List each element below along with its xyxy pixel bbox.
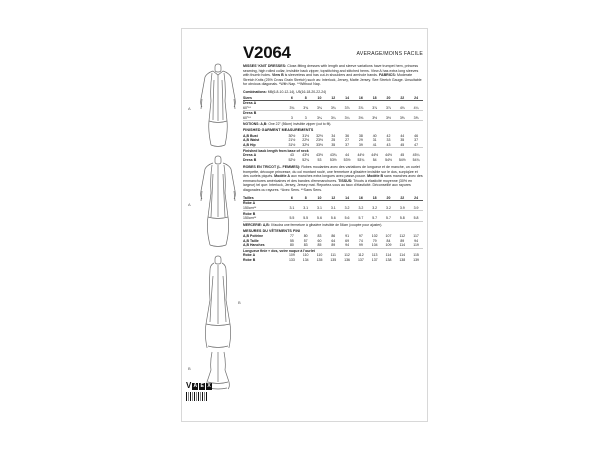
cell: 22½ [302, 138, 310, 143]
cell: 4⅛ [395, 105, 409, 110]
cell: 32½ [299, 143, 313, 148]
cell: 69 [345, 238, 350, 243]
row-label: Dress A [243, 153, 257, 158]
finished-garment-heading: FINISHED GARMENT MEASUREMENTS [243, 128, 314, 133]
notions-line [243, 122, 423, 126]
cell: 3 [299, 116, 313, 121]
cell: 112 [399, 234, 406, 239]
cell: 5.7 [368, 216, 382, 221]
cell: 137 [357, 258, 364, 263]
size-col: 12 [326, 196, 340, 201]
sizes-yardage-table [243, 95, 423, 121]
cell: 112 [358, 253, 364, 258]
table-row [243, 216, 423, 221]
row-sublabel: 150cm** [243, 216, 285, 221]
cell: 77 [289, 234, 294, 239]
cell: 5.5 [299, 216, 313, 221]
size-col: 14 [340, 196, 354, 201]
cell: 3.2 [340, 206, 354, 211]
size-col: 18 [368, 95, 382, 100]
cell: 3.1 [299, 206, 313, 211]
modele-b-text: sans manches avec des emmanchures américaines et des bandes d'emmanchures. [243, 174, 423, 183]
figure-label: A [188, 202, 191, 207]
cell: 31½ [302, 133, 310, 138]
cell: 52¾ [302, 157, 310, 162]
cell: 109 [382, 243, 396, 248]
cell: 43½ [316, 153, 323, 158]
row-label: Robe B [243, 211, 256, 216]
figure-label: B [238, 300, 241, 305]
cell: 54½ [385, 157, 392, 162]
cell: 84 [386, 238, 391, 243]
mercerie-text: Il faudra une fermeture à glissière invisible de 56cm (coupée pour ajuster). [270, 222, 383, 227]
cell: 47 [409, 143, 423, 148]
cell: 35 [326, 143, 340, 148]
combinations-line [243, 90, 423, 94]
size-col: 20 [382, 196, 396, 201]
cell: 53¾ [357, 157, 365, 162]
cell: 31 [372, 138, 377, 143]
row-label: Robe A [243, 201, 256, 206]
cell: 3.1 [326, 206, 340, 211]
cell: 119 [409, 243, 423, 248]
figure-view-a-front [188, 60, 244, 148]
cell: 89 [400, 238, 405, 243]
cell: 23½ [316, 138, 323, 143]
cell: 3¾ [326, 105, 340, 110]
cell: 45 [400, 153, 405, 158]
cell: 139 [413, 258, 419, 263]
row-label: Dress B [243, 157, 257, 162]
cell: 99 [354, 243, 368, 248]
cell: 39 [354, 143, 368, 148]
cell: 5.6 [340, 216, 354, 221]
nap-note: *With Nap. **Without Nap. [278, 82, 321, 87]
cell: 29 [358, 138, 363, 143]
cell: 114 [399, 253, 406, 258]
barcode [186, 392, 208, 401]
cell: 91 [345, 234, 350, 239]
cell: 54¾ [412, 157, 420, 162]
cell: 34 [331, 133, 336, 138]
table-row [243, 258, 423, 263]
cell: 3½ [382, 116, 396, 121]
description-paragraph [243, 64, 423, 87]
cell: 45¼ [412, 153, 420, 158]
cell: 4¼ [409, 105, 423, 110]
size-col: 8 [299, 196, 313, 201]
cell: 3⅝ [395, 116, 409, 121]
illustration-column [186, 60, 242, 390]
cell: 35 [400, 138, 405, 143]
cell: 5.7 [354, 216, 368, 221]
cell: 53½ [343, 157, 351, 162]
robes-text: Robes moulantes avec des variations de longueur et de manche, un ourlet trompette, découpe princesse, du col montant roulé, une fermeture à glissière invisible sur le dos, surpiqûre et des ourlets piqués. [243, 165, 420, 179]
cell: 41 [368, 143, 382, 148]
cell: 3.1 [285, 206, 299, 211]
tissus-label: TISSUS: [338, 178, 353, 183]
pattern-text-column [243, 44, 423, 262]
cell: 115 [413, 253, 419, 258]
cell: 44 [345, 153, 350, 158]
cell: 32½ [316, 133, 323, 138]
description-heading: MISSES' KNIT DRESSES: [243, 64, 287, 68]
cell: 43 [382, 143, 396, 148]
cell: 43 [289, 153, 294, 158]
modele-a-label: Modèle A [274, 174, 291, 179]
size-col: 10 [313, 95, 327, 100]
brand-letter-e: E [200, 382, 204, 389]
cell: 117 [413, 234, 419, 239]
size-col: 10 [313, 196, 327, 201]
cell: 79 [372, 238, 377, 243]
cell: 83 [299, 243, 313, 248]
brand-wordmark: V [186, 381, 192, 390]
row-label: A,B Hip [243, 143, 285, 148]
cell: 137 [371, 258, 378, 263]
figure-view-a-back [188, 152, 244, 248]
cell: 114 [395, 243, 409, 248]
cell: 74 [358, 238, 363, 243]
modele-b-label: Modèle B [367, 174, 384, 179]
size-col: 16 [354, 95, 368, 100]
french-description-paragraph [243, 165, 423, 193]
cell: 3¾ [285, 105, 299, 110]
brand-mark [186, 382, 212, 401]
cell: 135 [316, 258, 323, 263]
cell: 46 [414, 133, 419, 138]
cell: 97 [358, 234, 363, 239]
size-col: 22 [395, 95, 409, 100]
size-col: 12 [326, 95, 340, 100]
cell: 64 [331, 238, 336, 243]
view-b-label: View B [271, 73, 284, 78]
row-label: Dress B [243, 111, 257, 116]
cell: 3⅞ [354, 105, 368, 110]
cell: 42 [386, 133, 391, 138]
cell: 25 [331, 138, 336, 143]
cell: 89 [326, 243, 340, 248]
cell: 135 [330, 258, 337, 263]
cell: 43¾ [329, 153, 337, 158]
figure-label: B [188, 366, 191, 371]
cell: 3⅞ [340, 105, 354, 110]
robes-heading: ROBES EN TRICOT (L. FEMMES): [243, 165, 301, 169]
cell: 94 [340, 243, 354, 248]
cell: 55 [289, 238, 294, 243]
cell: 44½ [357, 153, 365, 158]
cell: 60 [317, 238, 322, 243]
cell: 45 [395, 143, 409, 148]
cell: 5.7 [382, 216, 396, 221]
cell: 107 [385, 234, 392, 239]
cell: 5.6 [326, 216, 340, 221]
cell: 3½ [368, 116, 382, 121]
cell: 80 [285, 243, 299, 248]
cell: 112 [344, 253, 350, 258]
cell: 53 [317, 157, 322, 162]
row-label: A,B Bust [243, 133, 258, 138]
cell: 111 [330, 253, 336, 258]
figure-view-b-front [192, 252, 244, 348]
cell: 134 [302, 258, 309, 263]
description-body: Close-fitting dresses with length and sleeve variations have trumpet hem, princess seaming, high rolled collar, invisible back zipper, topstitching and stitched hems. View A has extra long sleeves with thumb holes. [243, 64, 419, 78]
mercerie-line [243, 223, 423, 227]
cell: 30½ [288, 133, 296, 138]
row-sublabel: 60"** [243, 116, 285, 121]
row-label: Robe B [243, 258, 256, 263]
row-sublabel: 60"** [243, 105, 285, 110]
combinations-text: M5(6-8-10-12-14), U5(16-18-20-22-24) [267, 89, 327, 94]
size-col: 6 [285, 196, 299, 201]
cell: 53½ [329, 157, 337, 162]
cell: 44½ [371, 153, 379, 158]
cell: 3¾ [299, 105, 313, 110]
cell: 136 [344, 258, 350, 263]
cell: 37 [340, 143, 354, 148]
cell: 5.8 [395, 216, 409, 221]
cell: 54½ [398, 157, 406, 162]
cell: 5.8 [409, 216, 423, 221]
row-label: A,B Hanches [243, 243, 285, 248]
cell: 110 [302, 253, 309, 258]
row-label: A,B Waist [243, 138, 260, 143]
cell: 3.9 [395, 206, 409, 211]
cell: 37 [414, 138, 419, 143]
cell: 44 [400, 133, 405, 138]
cell: 33 [386, 138, 391, 143]
cell: 5.6 [313, 216, 327, 221]
cell: 113 [371, 253, 378, 258]
fabrics-label: FABRICS: [378, 73, 396, 78]
mesures-heading: MESURES DU VÊTEMENTS FINI [243, 228, 301, 233]
row-label: Robe A [243, 253, 256, 258]
figure-label: A [188, 106, 191, 111]
cell: 31½ [285, 143, 299, 148]
pattern-number: V2064 [243, 43, 291, 62]
cell: 52½ [288, 157, 296, 162]
size-col: 8 [299, 95, 313, 100]
row-label: A,B Taille [243, 238, 259, 243]
size-col: 24 [409, 196, 423, 201]
cell: 3¾ [313, 105, 327, 110]
cell: 33½ [313, 143, 327, 148]
cell: 36 [345, 133, 350, 138]
sizes-header-label: Sizes [243, 95, 285, 100]
cell: 138 [399, 258, 406, 263]
cell: 43½ [302, 153, 310, 158]
avec-sens-note: *Avec Sens. **Sans Sens. [280, 187, 323, 192]
tailles-yardage-table [243, 196, 423, 222]
cell: 109 [288, 253, 295, 258]
size-col: 24 [409, 95, 423, 100]
cell: 94 [414, 238, 419, 243]
cell: 3⅞ [382, 105, 396, 110]
cell: 3⅞ [368, 105, 382, 110]
tailles-header-label: Tailles [243, 196, 285, 201]
size-col: 16 [354, 196, 368, 201]
cell: 3.9 [409, 206, 423, 211]
row-label: Finished back length from base of neck [243, 148, 309, 153]
cell: 3⅜ [354, 116, 368, 121]
row-label: Longueur finie « dos, votre nuque à l'ourlet [243, 248, 315, 253]
size-col: 6 [285, 95, 299, 100]
cell: 133 [288, 258, 295, 263]
cell: 104 [368, 243, 382, 248]
brand-letter-a: A [193, 382, 198, 389]
size-col: 18 [368, 196, 382, 201]
row-sublabel: 150cm** [243, 206, 285, 211]
cell: 110 [316, 253, 323, 258]
cell: 21½ [288, 138, 296, 143]
cell: 102 [371, 234, 378, 239]
size-col: 20 [382, 95, 396, 100]
cell: 3 [285, 116, 299, 121]
cell: 85 [313, 243, 327, 248]
mesures-table [243, 234, 423, 263]
cell: 3.2 [368, 206, 382, 211]
notions-label: NOTIONS: A,B: [243, 122, 268, 127]
cell: 5.5 [285, 216, 299, 221]
notions-text: One 22" (56cm) invisible zipper (cut to fit). [268, 122, 332, 127]
cell: 3¼ [326, 116, 340, 121]
cell: 138 [385, 258, 392, 263]
cell: 57 [303, 238, 308, 243]
cell: 83 [317, 234, 322, 239]
cell: 86 [331, 234, 336, 239]
cell: 3.2 [382, 206, 396, 211]
cell: 38 [358, 133, 363, 138]
difficulty-label: AVERAGE/MOINS FACILE [356, 51, 423, 57]
tissus-text: Tricots à élasticité moyenne (30% en largeur) tel que: Interlock, Jersey, Jersey mat. Reportez-vous au taux d'élasticité. Déconseillé aux rayures diagonales ou rayures. [243, 178, 413, 192]
row-label: Dress A [243, 101, 257, 106]
modele-a-text: aux manches extra longues avec passe-pouce. [291, 174, 367, 179]
cell: 3.2 [354, 206, 368, 211]
size-col: 14 [340, 95, 354, 100]
cell: 3¼ [340, 116, 354, 121]
cell: 27 [345, 138, 350, 143]
mercerie-label: MERCERIE: A,B: [243, 222, 270, 227]
cell: 54 [372, 157, 377, 162]
cell: 3¼ [313, 116, 327, 121]
cell: 3⅝ [409, 116, 423, 121]
brand-letter-x: X [207, 382, 211, 389]
fabrics-text: Moderate Stretch Knits (25% Cross Grain Stretch) such as: Interlock, Jersey, Matte Jersey. See Stretch Gauge. Unsuitable for obvious diagonals. [243, 73, 422, 87]
row-label: A,B Poitrine [243, 234, 264, 239]
size-col: 22 [395, 196, 409, 201]
cell: 40 [372, 133, 377, 138]
combinations-label: Combinations: [243, 89, 267, 94]
table-row [243, 116, 423, 121]
cell: 114 [385, 253, 392, 258]
cell: 80 [303, 234, 308, 239]
cell: 3.1 [313, 206, 327, 211]
view-b-text: is sleeveless and has cut-in shoulders and armhole bands. [284, 73, 378, 78]
cell: 44½ [385, 153, 392, 158]
finished-garment-table [243, 133, 423, 162]
